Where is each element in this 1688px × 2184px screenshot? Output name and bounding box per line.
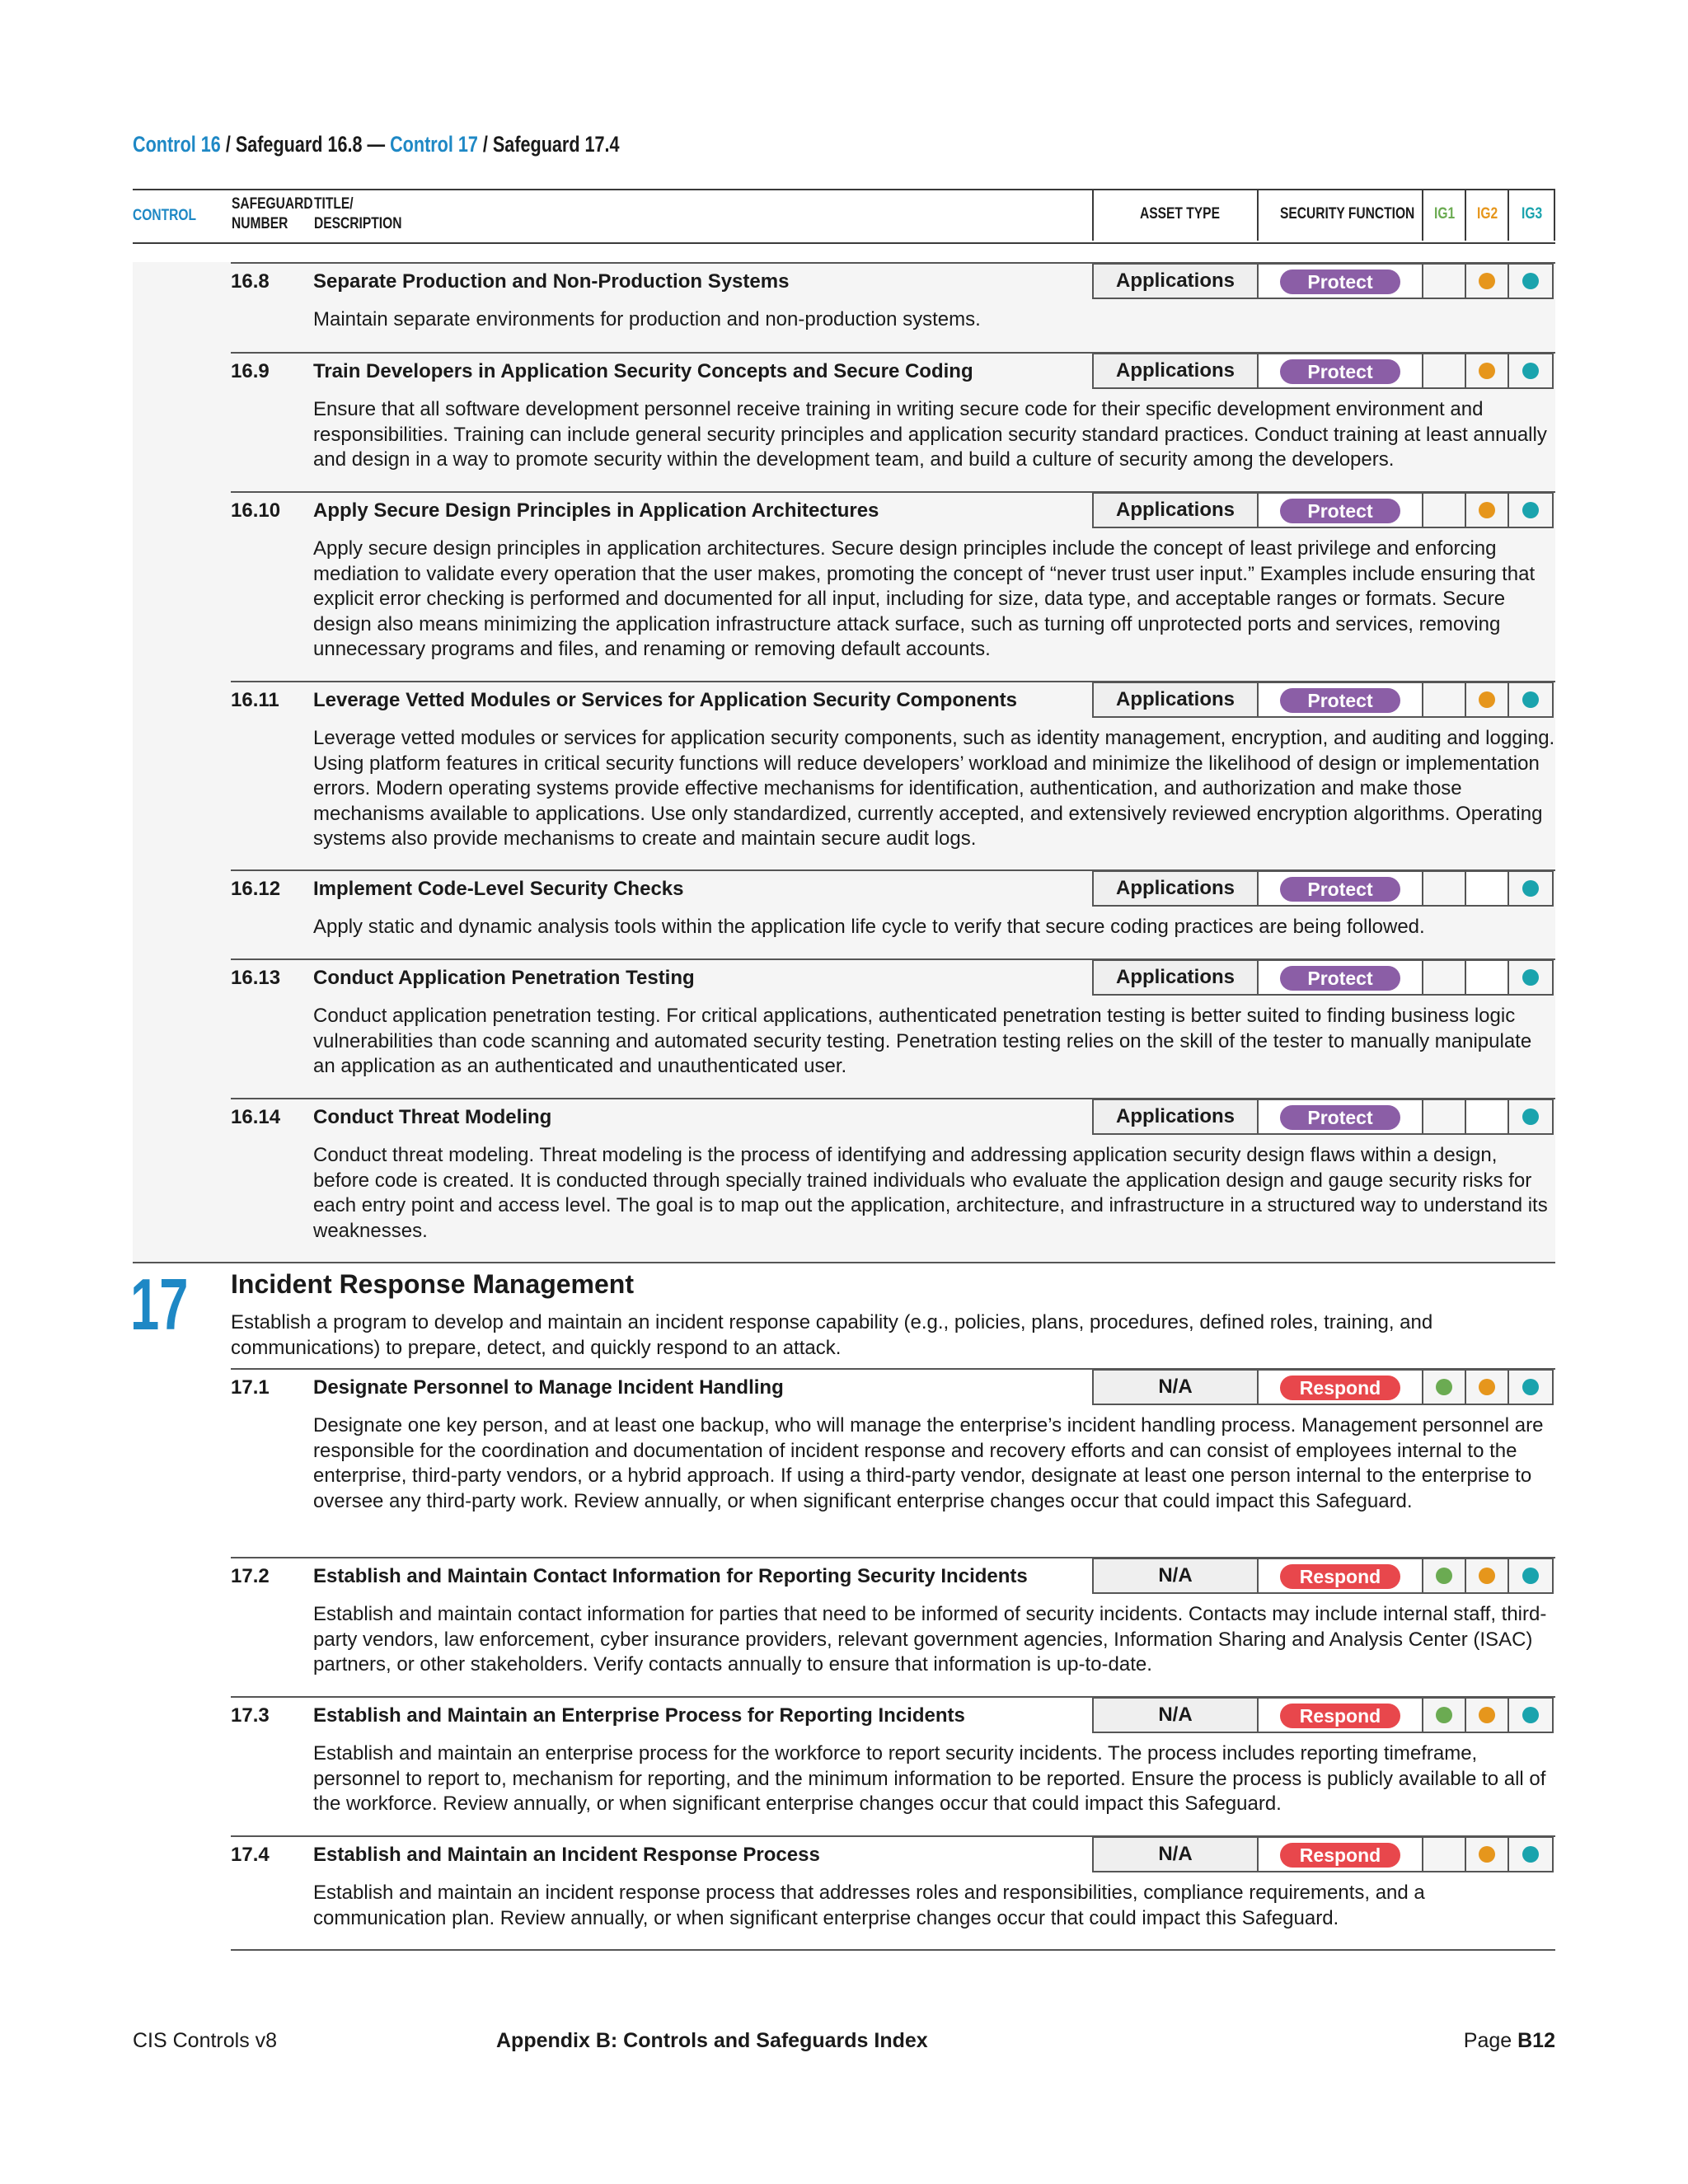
ig2-cell [1465, 1558, 1509, 1594]
safeguard-title: Designate Personnel to Manage Incident Handling [313, 1376, 784, 1399]
ig3-dot [1522, 1379, 1539, 1395]
safeguard-number: 16.14 [231, 1106, 281, 1128]
header-control: CONTROL [133, 207, 197, 224]
footer-page [1464, 2029, 1555, 2053]
ig2-cell [1465, 1836, 1509, 1872]
safeguard-number: 16.9 [231, 360, 270, 382]
breadcrumb-separator: / Safeguard 16.8 — [220, 132, 391, 157]
safeguard-number: 17.4 [231, 1844, 270, 1866]
ig1-cell [1422, 1697, 1466, 1733]
breadcrumb-separator: / Safeguard 17.4 [477, 132, 620, 157]
section-divider [133, 1262, 1555, 1263]
header-divider [1507, 189, 1509, 241]
breadcrumb [133, 132, 620, 157]
asset-type-cell: N/A [1092, 1369, 1259, 1405]
breadcrumb-control-16[interactable]: Control 16 [133, 132, 221, 157]
safeguard-description: Apply secure design principles in application architectures. Secure design principles include the concept of least privilege and enforcing mediation to validate every operation that the user makes, promoting the concept of “never trust user input.” Examples include ensuring that explicit error checking is performed and documented for all input, including for size, data type, and acceptable ranges or formats. Secure design also means minimizing the application infrastructure attack surface, such as turning off unprotected ports and services, removing unnecessary programs and files, and renaming or removing default accounts. [313, 537, 1536, 660]
ig2-dot [1479, 1707, 1495, 1723]
ig3-dot [1522, 1846, 1539, 1863]
safeguard-row [231, 1696, 1555, 1820]
ig2-cell [1465, 1369, 1509, 1405]
security-function-cell [1257, 1099, 1423, 1135]
ig3-dot [1522, 502, 1539, 518]
ig3-cell [1507, 1099, 1554, 1135]
footer-page-number: B12 [1517, 2029, 1555, 2052]
safeguard-description: Conduct threat modeling. Threat modeling is the process of identifying and addressing application security design flaws within a design, before code is created. It is conducted through specially trained individuals who evaluate the application design and gauge security risks for each entry point and access level. The goal is to map out the application, architecture, and infrastructure in a structured way to understand its weaknesses. [313, 1144, 1548, 1242]
safeguard-row [231, 681, 1555, 854]
safeguard-row [231, 869, 1555, 944]
safeguard-row [231, 958, 1555, 1082]
asset-type-cell: Applications [1092, 682, 1259, 718]
ig3-dot [1522, 691, 1539, 708]
security-function-cell [1257, 870, 1423, 907]
ig3-cell [1507, 1558, 1554, 1594]
ig2-dot [1479, 1379, 1495, 1395]
breadcrumb-control-17[interactable]: Control 17 [390, 132, 478, 157]
safeguard-description: Maintain separate environments for production and non-production systems. [313, 308, 981, 330]
respond-badge: Respond [1280, 1843, 1400, 1868]
security-function-cell [1257, 263, 1423, 299]
safeguard-title: Train Developers in Application Security Concepts and Secure Coding [313, 360, 973, 382]
ig1-cell [1422, 1558, 1466, 1594]
ig1-cell [1422, 492, 1466, 528]
header-divider [1465, 189, 1466, 241]
asset-type-cell: Applications [1092, 870, 1259, 907]
header-title-description [314, 194, 401, 234]
ig2-dot [1479, 1568, 1495, 1584]
asset-type-cell: Applications [1092, 1099, 1259, 1135]
ig3-cell [1507, 492, 1554, 528]
protect-badge: Protect [1280, 688, 1400, 713]
ig3-cell [1507, 870, 1554, 907]
header-ig1: IG1 [1434, 205, 1456, 223]
ig3-dot [1522, 1707, 1539, 1723]
protect-badge: Protect [1280, 359, 1400, 384]
ig3-cell [1507, 682, 1554, 718]
table-bottom-border [231, 1949, 1555, 1951]
ig3-cell [1507, 263, 1554, 299]
header-divider [1422, 189, 1423, 241]
control-description: Establish a program to develop and maintain an incident response capability (e.g., policies, plans, procedures, defined roles, training, and communications) to prepare, detect, and quickly respond to an attack. [231, 1311, 1433, 1359]
asset-type-cell: N/A [1092, 1697, 1259, 1733]
header-ig3: IG3 [1522, 205, 1543, 223]
respond-badge: Respond [1280, 1376, 1400, 1400]
protect-badge: Protect [1280, 499, 1400, 523]
header-ig2: IG2 [1477, 205, 1498, 223]
safeguard-row [231, 491, 1555, 664]
safeguard-description: Designate one key person, and at least one backup, who will manage the enterprise’s incident handling process. Management personnel are responsible for the coordination and documentation of incident response and recovery efforts and can consist of employees internal to the enterprise, third-party vendors, or a hybrid approach. If using a third-party vendor, designate at least one person internal to the enterprise to oversee any third-party work. Review annually, or when significant enterprise changes occur that could impact this Safeguard. [313, 1414, 1544, 1512]
ig1-cell [1422, 959, 1466, 996]
safeguard-title: Conduct Application Penetration Testing [313, 967, 695, 989]
security-function-cell [1257, 1558, 1423, 1594]
ig2-dot [1479, 1846, 1495, 1863]
safeguard-number: 16.11 [231, 689, 279, 711]
ig2-cell [1465, 263, 1509, 299]
ig1-dot [1436, 1568, 1452, 1584]
protect-badge: Protect [1280, 269, 1400, 294]
safeguard-title: Implement Code-Level Security Checks [313, 878, 684, 900]
ig2-cell [1465, 1099, 1509, 1135]
safeguard-description: Establish and maintain an incident response process that addresses roles and responsibilities, compliance requirements, and a communication plan. Review annually, or when significant enterprise changes occur that could impact this Safeguard. [313, 1882, 1425, 1929]
safeguard-description: Leverage vetted modules or services for application security components, such as identity management, encryption, and auditing and logging. Using platform features in critical security functions will reduce developers’ workload and minimize the likelihood of design or implementation errors. Modern operating systems provide effective mechanisms for identification, authentication, and authorization and make those mechanisms available to applications. Use only standardized, currently accepted, and extensively reviewed encryption algorithms. Operating systems also provide mechanisms to create and maintain secure audit logs. [313, 727, 1555, 850]
ig3-cell [1507, 959, 1554, 996]
header-divider [1092, 189, 1094, 241]
ig3-cell [1507, 1697, 1554, 1733]
safeguard-row [231, 1098, 1555, 1258]
ig1-cell [1422, 870, 1466, 907]
safeguard-title: Conduct Threat Modeling [313, 1106, 552, 1128]
footer-doc-name: CIS Controls v8 [133, 2029, 278, 2052]
safeguard-number: 17.1 [231, 1376, 270, 1399]
security-function-cell [1257, 1697, 1423, 1733]
footer-page-prefix: Page [1463, 2029, 1518, 2052]
ig2-dot [1479, 502, 1495, 518]
ig3-dot [1522, 880, 1539, 897]
asset-type-cell: N/A [1092, 1836, 1259, 1872]
security-function-cell [1257, 492, 1423, 528]
footer-section-title: Appendix B: Controls and Safeguards Index [496, 2029, 928, 2052]
safeguard-number: 17.2 [231, 1565, 270, 1587]
asset-type-cell: Applications [1092, 959, 1259, 996]
ig3-dot [1522, 969, 1539, 986]
ig1-dot [1436, 1707, 1452, 1723]
respond-badge: Respond [1280, 1704, 1400, 1728]
header-safeguard-line2: NUMBER [232, 215, 288, 232]
header-title-line2: DESCRIPTION [314, 215, 402, 232]
asset-type-cell: Applications [1092, 263, 1259, 299]
security-function-cell [1257, 1836, 1423, 1872]
protect-badge: Protect [1280, 966, 1400, 991]
ig3-dot [1522, 1108, 1539, 1125]
control-title: Incident Response Management [231, 1269, 634, 1299]
safeguard-row [231, 1368, 1555, 1541]
security-function-cell [1257, 1369, 1423, 1405]
ig1-cell [1422, 1099, 1466, 1135]
ig2-cell [1465, 353, 1509, 389]
safeguard-title: Establish and Maintain Contact Information for Reporting Security Incidents [313, 1565, 1028, 1587]
ig1-cell [1422, 263, 1466, 299]
ig2-cell [1465, 1697, 1509, 1733]
safeguard-description: Apply static and dynamic analysis tools within the application life cycle to verify that secure coding practices are being followed. [313, 916, 1425, 938]
safeguard-title: Establish and Maintain an Incident Response Process [313, 1844, 820, 1866]
header-divider [1554, 189, 1555, 241]
header-title-line1: TITLE/ [314, 195, 354, 213]
asset-type-cell: Applications [1092, 492, 1259, 528]
respond-badge: Respond [1280, 1564, 1400, 1589]
protect-badge: Protect [1280, 1105, 1400, 1130]
ig1-cell [1422, 1369, 1466, 1405]
ig1-cell [1422, 682, 1466, 718]
safeguard-title: Leverage Vetted Modules or Services for Application Security Components [313, 689, 1017, 711]
header-safeguard-line1: SAFEGUARD [232, 195, 313, 213]
ig2-cell [1465, 959, 1509, 996]
ig3-cell [1507, 353, 1554, 389]
safeguard-description: Conduct application penetration testing. For critical applications, authenticated penetration testing is better suited to finding business logic vulnerabilities than code scanning and automated security testing. Penetration testing relies on the skill of the tester to manually manipulate an application as an authenticated and unauthenticated user. [313, 1005, 1532, 1077]
safeguard-number: 16.8 [231, 270, 270, 293]
ig3-cell [1507, 1836, 1554, 1872]
ig3-dot [1522, 1568, 1539, 1584]
security-function-cell [1257, 959, 1423, 996]
safeguard-row [231, 1557, 1555, 1680]
ig3-cell [1507, 1369, 1554, 1405]
safeguard-number: 16.10 [231, 499, 281, 522]
safeguard-title: Establish and Maintain an Enterprise Process for Reporting Incidents [313, 1704, 965, 1727]
ig1-cell [1422, 1836, 1466, 1872]
safeguard-title: Separate Production and Non-Production Systems [313, 270, 790, 293]
header-safeguard-number [232, 194, 313, 234]
ig2-cell [1465, 870, 1509, 907]
safeguard-row [231, 352, 1555, 476]
safeguard-description: Establish and maintain an enterprise process for the workforce to report security incidents. The process includes reporting timeframe, personnel to report to, mechanism for reporting, and the minimum information to be reported. Ensure the process is publicly available to all of the workforce. Review annually, or when significant enterprise changes occur that could impact this Safeguard. [313, 1742, 1546, 1815]
header-divider [1257, 189, 1259, 241]
asset-type-cell: N/A [1092, 1558, 1259, 1594]
ig2-cell [1465, 682, 1509, 718]
safeguard-description: Ensure that all software development personnel receive training in writing secure code for their specific development environment and responsibilities. Training can include general security principles and application security standard practices. Conduct training at least annually and design in a way to promote security within the development team, and build a culture of security among the developers. [313, 398, 1547, 471]
safeguard-title: Apply Secure Design Principles in Application Architectures [313, 499, 879, 522]
header-asset-type: ASSET TYPE [1140, 205, 1220, 223]
ig2-dot [1479, 363, 1495, 379]
ig2-cell [1465, 492, 1509, 528]
safeguard-row [231, 1835, 1555, 1951]
safeguard-number: 17.3 [231, 1704, 270, 1727]
safeguard-number: 16.12 [231, 878, 281, 900]
header-security-function: SECURITY FUNCTION [1280, 205, 1415, 223]
control-number: 17 [130, 1263, 189, 1345]
security-function-cell [1257, 353, 1423, 389]
protect-badge: Protect [1280, 877, 1400, 902]
safeguard-number: 16.13 [231, 967, 281, 989]
ig2-dot [1479, 273, 1495, 289]
ig3-dot [1522, 273, 1539, 289]
ig1-dot [1436, 1379, 1452, 1395]
ig3-dot [1522, 363, 1539, 379]
safeguard-description: Establish and maintain contact information for parties that need to be informed of security incidents. Contacts may include internal staff, third-party vendors, law enforcement, cyber insurance providers, relevant government agencies, Information Sharing and Analysis Center (ISAC) partners, or other stakeholders. Verify contacts annually to ensure that information is up-to-date. [313, 1603, 1547, 1675]
ig1-cell [1422, 353, 1466, 389]
safeguard-row [231, 262, 1555, 336]
asset-type-cell: Applications [1092, 353, 1259, 389]
security-function-cell [1257, 682, 1423, 718]
ig2-dot [1479, 691, 1495, 708]
